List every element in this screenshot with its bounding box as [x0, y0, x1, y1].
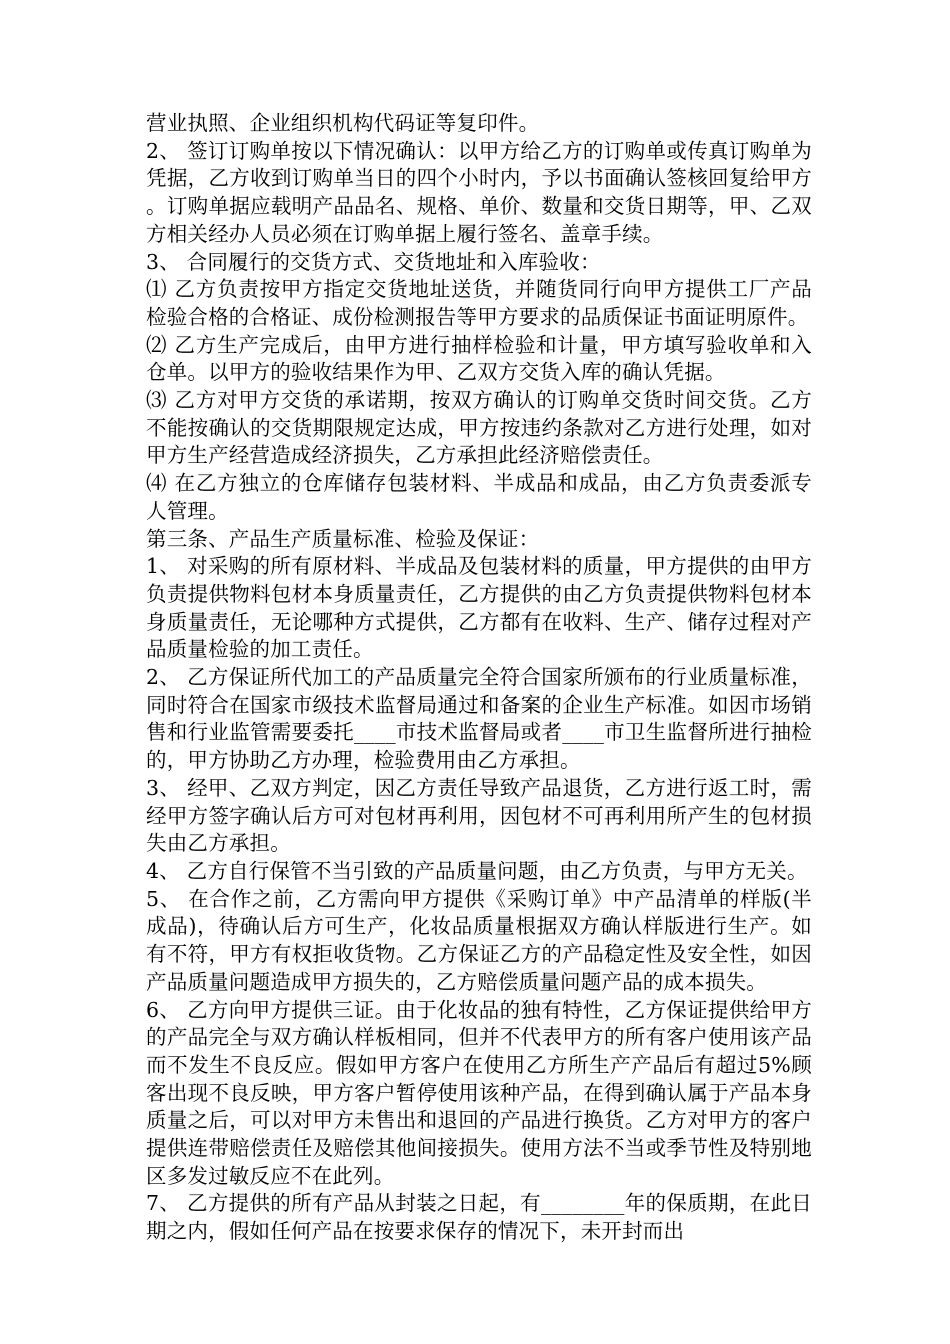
- paragraph-sub-3-delivery-commitment: ⑶ 乙方对甲方交货的承诺期，按双方确认的订购单交货时间交货。乙方不能按确认的交货期限规定达成，甲方按违约条款对乙方进行处理，如对甲方生产经营造成经济损失，乙方承担此经济赔偿责任。: [146, 388, 812, 468]
- paragraph-quality-7-shelf-life: 7、 乙方提供的所有产品从封装之日起，有________年的保质期，在此日期之内，假如任何产品在按要求保存的情况下，未开封而出: [146, 1191, 812, 1244]
- paragraph-sub-2-inspection: ⑵ 乙方生产完成后，由甲方进行抽样检验和计量，甲方填写验收单和入仓单。以甲方的验收结果作为甲、乙双方交货入库的确认凭据。: [146, 332, 812, 385]
- document-body: [146, 110, 812, 1246]
- paragraph-item-3-delivery-heading: 3、 合同履行的交货方式、交货地址和入库验收：: [146, 249, 601, 274]
- paragraph-quality-6-certificates: 6、 乙方向甲方提供三证。由于化妆品的独有特性，乙方保证提供给甲方的产品完全与双方确认样板相同，但并不代表甲方的所有客户使用该产品而不发生不良反应。假如甲方客户在使用乙方所生产产品后有超过5%顾客出现不良反映，甲方客户暂停使用该种产品，在得到确认属于产品本身质量之后，可以对甲方未售出和退回的产品进行换货。乙方对甲方的客户提供连带赔偿责任及赔偿其他间接损失。使用方法不当或季节性及特别地区多发过敏反应不在此列。: [146, 997, 812, 1188]
- paragraph-quality-4-storage: 4、 乙方自行保管不当引致的产品质量问题，由乙方负责，与甲方无关。: [146, 858, 808, 883]
- paragraph-sub-1-delivery-address: ⑴ 乙方负责按甲方指定交货地址送货，并随货同行向甲方提供工厂产品检验合格的合格证、成份检测报告等甲方要求的品质保证书面证明原件。: [146, 277, 812, 329]
- paragraph-sub-4-warehouse: ⑷ 在乙方独立的仓库储存包装材料、半成品和成品，由乙方负责委派专人管理。: [146, 471, 812, 523]
- paragraph-quality-1-materials: 1、 对采购的所有原材料、半成品及包装材料的质量，甲方提供的由甲方负责提供物料包材本身质量责任，乙方提供的由乙方负责提供物料包材本身质量责任，无论哪种方式提供，乙方都有在收料、生产、储存过程对产品质量检验的加工责任。: [146, 554, 812, 662]
- paragraph-item-2-order-confirmation: 2、 签订订购单按以下情况确认：以甲方给乙方的订购单或传真订购单为凭据，乙方收到订购单当日的四个小时内，予以书面确认签核回复给甲方。订购单据应载明产品品名、规格、单价、数量和交货日期等，甲、乙双方相关经办人员必须在订购单据上履行签名、盖章手续。: [146, 138, 812, 246]
- article-3-heading: 第三条、产品生产质量标准、检验及保证：: [146, 526, 540, 551]
- paragraph-license-copies: 营业执照、企业组织机构代码证等复印件。: [146, 111, 540, 135]
- paragraph-quality-2-standards: 2、 乙方保证所代加工的产品质量完全符合国家所颁布的行业质量标准，同时符合在国家市级技术监督局通过和备案的企业生产标准。如因市场销售和行业监管需要委托____市技术监督局或者____市卫生监督所进行抽检的，甲方协助乙方办理，检验费用由乙方承担。: [146, 665, 812, 773]
- paragraph-quality-5-samples: 5、 在合作之前，乙方需向甲方提供《采购订单》中产品清单的样版(半成品)，待确认后方可生产，化妆品质量根据双方确认样版进行生产。如有不符，甲方有权拒收货物。乙方保证乙方的产品稳定性及安全性，如因产品质量问题造成甲方损失的，乙方赔偿质量问题产品的成本损失。: [146, 886, 812, 994]
- paragraph-quality-3-returns: 3、 经甲、乙双方判定，因乙方责任导致产品退货，乙方进行返工时，需经甲方签字确认后方可对包材再利用，因包材不可再利用所产生的包材损失由乙方承担。: [146, 775, 812, 856]
